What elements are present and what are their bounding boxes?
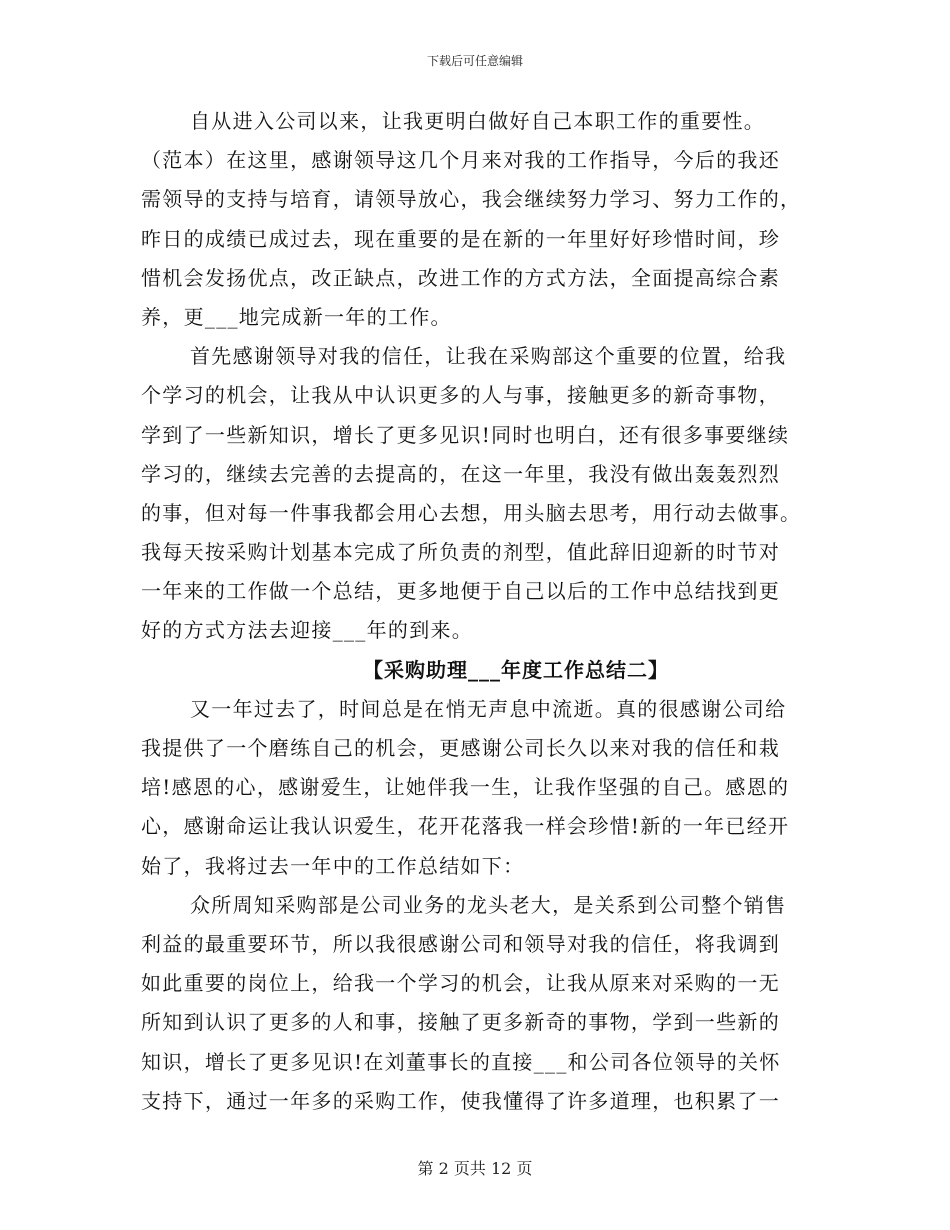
paragraph-line: 支持下，通过一年多的采购工作，使我懂得了许多道理，也积累了一 (141, 1088, 780, 1113)
paragraph-line: 利益的最重要环节，所以我很感谢公司和领导对我的信任，将我调到 (141, 931, 780, 956)
page-header-note: 下载后可任意编辑 (426, 54, 523, 68)
paragraph-line: 首先感谢领导对我的信任，让我在采购部这个重要的位置，给我 (190, 344, 787, 369)
paragraph-line: 众所周知采购部是公司业务的龙头老大，是关系到公司整个销售 (190, 892, 787, 917)
paragraph-line: 的事，但对每一件事我都会用心去想，用头脑去思考，用行动去做事。 (141, 500, 802, 525)
paragraph-line: 自从进入公司以来，让我更明白做好自己本职工作的重要性。 (190, 109, 766, 133)
paragraph-line: 一年来的工作做一个总结，更多地便于自己以后的工作中总结找到更 (141, 579, 780, 604)
paragraph-line: 始了，我将过去一年中的工作总结如下： (141, 853, 525, 878)
page-number: 第 2 页共 12 页 (417, 1159, 533, 1178)
section-heading: 【采购助理___年度工作总结二】 (363, 657, 669, 682)
paragraph-line: （范本）在这里，感谢领导这几个月来对我的工作指导，今后的我还 (141, 148, 780, 173)
paragraph-line: 心，感谢命运让我认识爱生，花开花落我一样会珍惜!新的一年已经开 (141, 814, 790, 839)
paragraph-line: 所知到认识了更多的人和事，接触了更多新奇的事物，学到一些新的 (141, 1010, 780, 1035)
paragraph-line: 养，更___地完成新一年的工作。 (141, 304, 452, 329)
paragraph-line: 如此重要的岗位上，给我一个学习的机会，让我从原来对采购的一无 (141, 971, 780, 996)
paragraph-line: 学到了一些新知识，增长了更多见识!同时也明白，还有很多事要继续 (141, 422, 790, 447)
paragraph-line: 又一年过去了，时间总是在悄无声息中流逝。真的很感谢公司给 (190, 696, 787, 721)
paragraph-line: 好的方式方法去迎接___年的到来。 (141, 618, 474, 643)
paragraph-line: 个学习的机会，让我从中认识更多的人与事，接触更多的新奇事物， (141, 383, 780, 408)
paragraph-line: 培!感恩的心，感谢爱生，让她伴我一生，让我作坚强的自己。感恩的 (141, 775, 790, 800)
paragraph-line: 需领导的支持与培育，请领导放心，我会继续努力学习、努力工作的， (141, 187, 802, 212)
paragraph-line: 我提供了一个磨练自己的机会，更感谢公司长久以来对我的信任和栽 (141, 736, 780, 760)
paragraph-line: 惜机会发扬优点，改正缺点，改进工作的方式方法，全面提高综合素 (141, 265, 780, 290)
paragraph-line: 学习的，继续去完善的去提高的，在这一年里，我没有做出轰轰烈烈 (141, 461, 780, 486)
paragraph-line: 昨日的成绩已成过去，现在重要的是在新的一年里好好珍惜时间，珍 (141, 226, 780, 251)
document-body (141, 102, 811, 1121)
paragraph-line: 我每天按采购计划基本完成了所负责的剂型，值此辞旧迎新的时节对 (141, 540, 780, 565)
paragraph-line: 知识，增长了更多见识!在刘董事长的直接___和公司各位领导的关怀 (141, 1049, 781, 1074)
